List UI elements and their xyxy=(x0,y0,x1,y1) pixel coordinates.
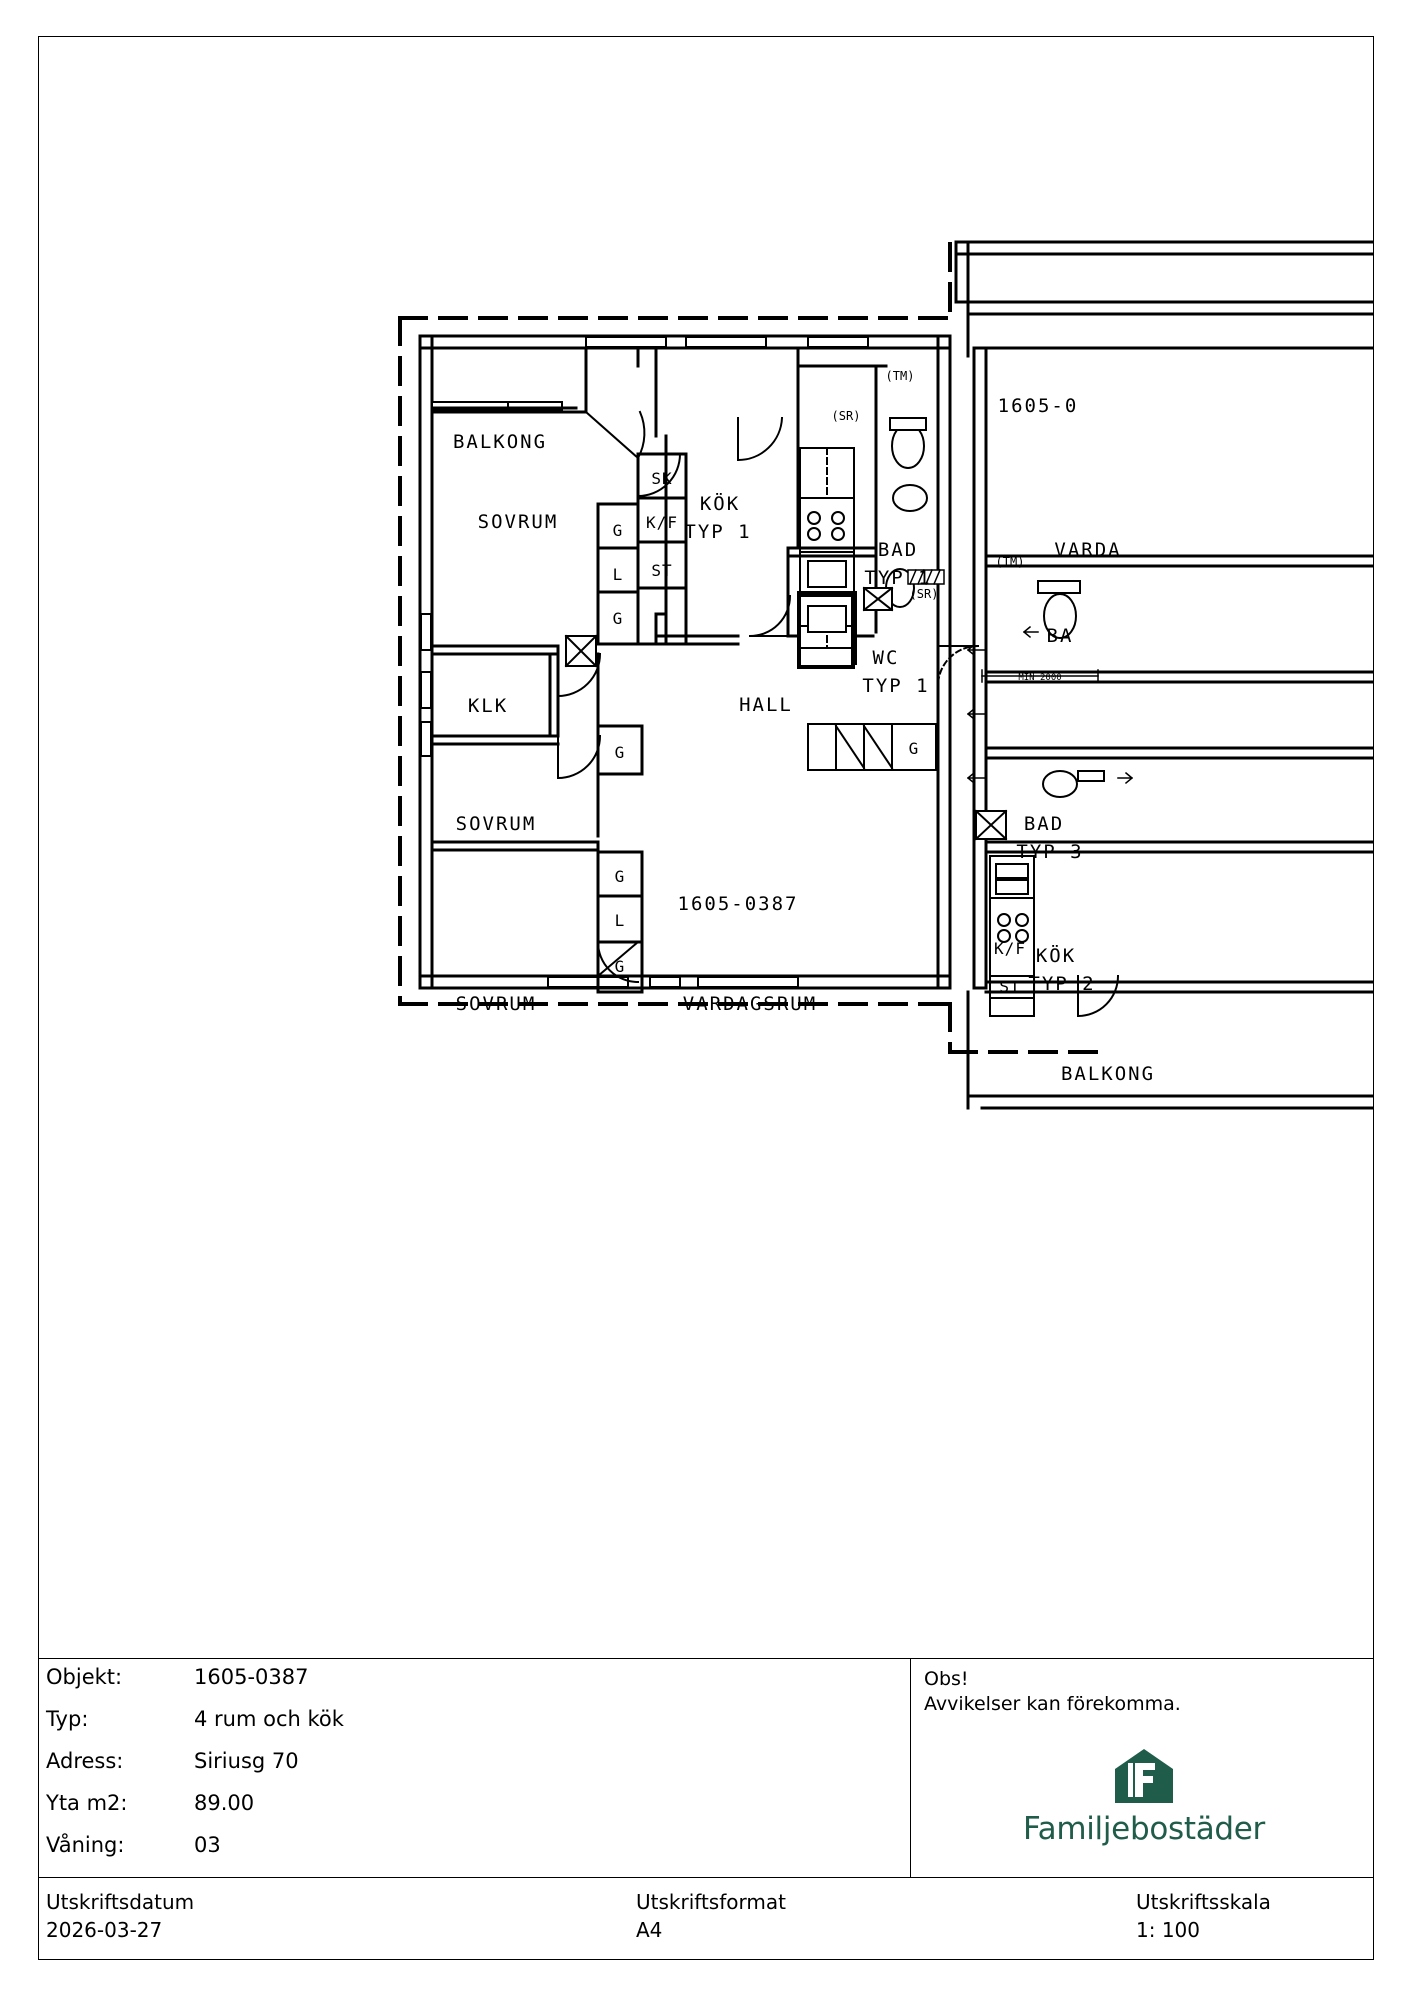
room-label-bad-lower-sub: TYP 3 xyxy=(1016,841,1084,863)
room-label-balkong-bottom: BALKONG xyxy=(1060,1063,1156,1085)
object-info-fields xyxy=(46,1665,886,1875)
fixture-label-l-1: L xyxy=(612,565,624,584)
outer-walls xyxy=(420,242,1374,988)
title-block-upper xyxy=(38,1659,1374,1877)
room-label-sovrum-3: SOVRUM xyxy=(455,993,537,1015)
field-label-vaning: Våning: xyxy=(46,1833,125,1857)
room-label-bad-typ1-sub: TYP 1 xyxy=(864,567,932,589)
room-label-balkong-top: BALKONG xyxy=(452,431,548,453)
fixture-label-st-2: ST xyxy=(999,977,1021,996)
print-date-label: Utskriftsdatum xyxy=(46,1890,195,1914)
field-value-vaning: 03 xyxy=(194,1833,221,1857)
room-label-bad-typ1: BAD xyxy=(877,539,919,561)
fixture-label-kf: K/F xyxy=(646,513,678,532)
field-label-yta: Yta m2: xyxy=(46,1791,128,1815)
room-label-klk: KLK xyxy=(467,695,509,717)
room-label-kok-lower-sub: TYP 2 xyxy=(1028,973,1096,995)
fixture-label-g-hall: G xyxy=(908,739,920,758)
fixture-label-g-3: G xyxy=(614,867,626,886)
field-row-yta xyxy=(46,1791,886,1833)
fixture-label-g-1: G xyxy=(612,521,624,540)
room-label-hall: HALL xyxy=(739,694,793,716)
print-format-label: Utskriftsformat xyxy=(636,1890,786,1914)
room-label-sovrum-1: SOVRUM xyxy=(477,511,559,533)
field-value-objekt: 1605-0387 xyxy=(194,1665,309,1689)
field-row-adress xyxy=(46,1749,886,1791)
room-label-bad-neighbor: BA xyxy=(1046,625,1074,647)
print-date-block xyxy=(46,1888,194,1944)
dimension-note: MIN 2000 xyxy=(1018,673,1062,683)
field-value-adress: Siriusg 70 xyxy=(194,1749,299,1773)
field-label-typ: Typ: xyxy=(46,1707,89,1731)
print-format-block xyxy=(636,1888,786,1944)
company-logo xyxy=(924,1747,1364,1847)
fixture-label-g-4: G xyxy=(614,957,626,976)
obs-heading: Obs! xyxy=(924,1668,969,1690)
fixture-label-g-2: G xyxy=(612,609,624,628)
field-label-adress: Adress: xyxy=(46,1749,124,1773)
apartment-outline xyxy=(400,318,950,1004)
fixture-label-kf-2: K/F xyxy=(994,939,1026,958)
familjebostader-logo-icon xyxy=(1113,1747,1175,1809)
fixture-label-sk: SK xyxy=(651,469,673,488)
obs-text: Avvikelser kan förekomma. xyxy=(924,1693,1181,1715)
room-label-kok-sub: TYP 1 xyxy=(684,521,752,543)
fixture-label-tm-1: (TM) xyxy=(885,369,915,383)
room-label-wc: WC xyxy=(872,647,900,669)
title-block-vertical-divider xyxy=(910,1659,911,1877)
room-label-kok-lower: KÖK xyxy=(1035,945,1077,967)
obs-note xyxy=(924,1667,1354,1717)
fixture-label-tm-2: (TM) xyxy=(995,555,1025,569)
room-label-sovrum-2: SOVRUM xyxy=(455,813,537,835)
fixture-label-g-sovrum2: G xyxy=(614,743,626,762)
room-label-vardagsrum: VARDAGSRUM xyxy=(682,993,818,1015)
print-scale-block xyxy=(1136,1888,1271,1944)
fixture-label-sr-1: (SR) xyxy=(831,409,861,423)
field-row-typ xyxy=(46,1707,886,1749)
room-label-bad-lower: BAD xyxy=(1023,813,1065,835)
drawing-title-neighbor: 1605-0 xyxy=(997,395,1079,417)
print-scale-label: Utskriftsskala xyxy=(1136,1890,1271,1914)
room-label-kok: KÖK xyxy=(699,493,741,515)
print-scale-value: 1: 100 xyxy=(1136,1918,1200,1942)
dimension-arrows xyxy=(968,627,1132,783)
logo-wordmark: Familjebostäder xyxy=(1022,1811,1266,1847)
print-date-value: 2026-03-27 xyxy=(46,1918,163,1942)
field-row-objekt xyxy=(46,1665,886,1707)
title-block xyxy=(38,1658,1374,1960)
fixture-label-st: ST xyxy=(651,561,673,580)
fixture-label-l-2: L xyxy=(614,911,626,930)
field-label-objekt: Objekt: xyxy=(46,1665,123,1689)
field-value-yta: 89.00 xyxy=(194,1791,255,1815)
drawing-title-main: 1605-0387 xyxy=(677,893,799,915)
print-format-value: A4 xyxy=(636,1918,663,1942)
field-value-typ: 4 rum och kök xyxy=(194,1707,344,1731)
fixture-label-sr-2: (SR) xyxy=(909,587,939,601)
floorplan-drawing xyxy=(38,36,1374,1656)
room-label-wc-sub: TYP 1 xyxy=(862,675,930,697)
field-row-vaning xyxy=(46,1833,886,1875)
room-label-vardagsrum-neighbor: VARDA xyxy=(1054,539,1122,561)
title-block-lower xyxy=(38,1878,1374,1960)
